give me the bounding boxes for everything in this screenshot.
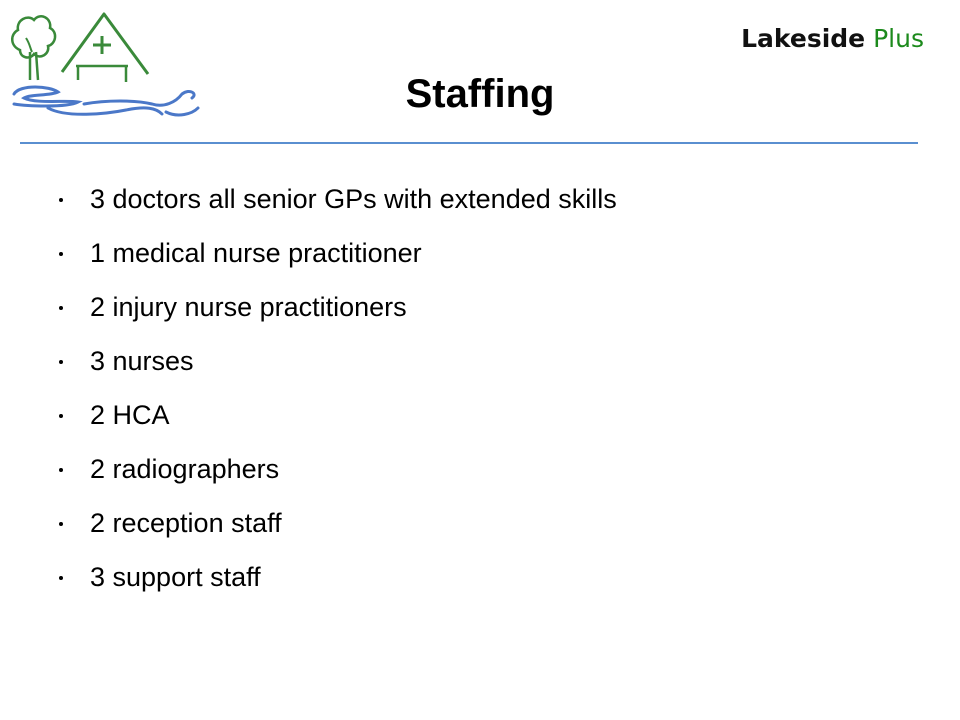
bullet-dot-icon	[59, 198, 63, 202]
bullet-dot-icon	[59, 576, 63, 580]
brand-sub-text: Plus	[873, 24, 924, 53]
bullet-dot-icon	[59, 360, 63, 364]
bullet-item	[56, 496, 916, 550]
bullet-item	[56, 550, 916, 604]
bullet-dot-icon	[59, 306, 63, 310]
bullet-dot-icon	[59, 414, 63, 418]
bullet-text: 3 doctors all senior GPs with extended skills	[90, 184, 617, 214]
bullet-item	[56, 172, 916, 226]
bullet-text: 1 medical nurse practitioner	[90, 238, 422, 268]
bullet-text: 2 reception staff	[90, 508, 282, 538]
bullet-item	[56, 388, 916, 442]
slide-title: Staffing	[405, 72, 555, 116]
bullet-item	[56, 442, 916, 496]
bullet-dot-icon	[59, 468, 63, 472]
bullet-item	[56, 280, 916, 334]
bullet-item	[56, 334, 916, 388]
bullet-text: 3 nurses	[90, 346, 194, 376]
bullet-dot-icon	[59, 252, 63, 256]
header-divider	[20, 142, 918, 144]
bullet-text: 2 HCA	[90, 400, 170, 430]
bullet-text: 2 injury nurse practitioners	[90, 292, 407, 322]
brand-name	[741, 22, 924, 56]
bullet-text: 2 radiographers	[90, 454, 280, 484]
bullet-text: 3 support staff	[90, 562, 261, 592]
bullet-dot-icon	[59, 522, 63, 526]
bullet-list	[56, 172, 916, 604]
bullet-item	[56, 226, 916, 280]
brand-main-text: Lakeside	[741, 24, 866, 53]
